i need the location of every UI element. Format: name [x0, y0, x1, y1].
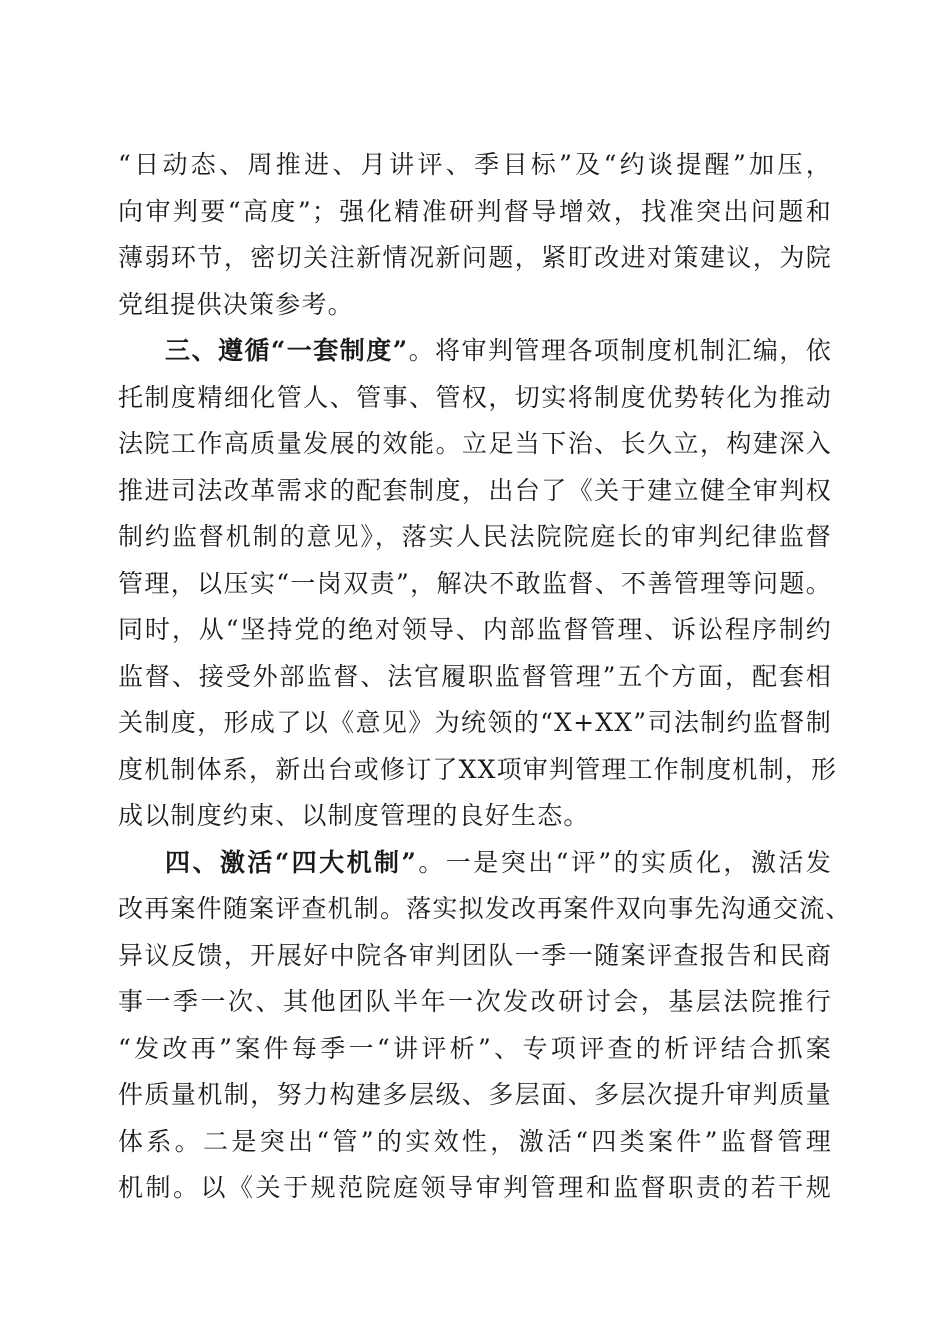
text-line: 推进司法改革需求的配套制度，出台了《关于建立健全审判权 [118, 475, 832, 505]
text-line: 薄弱环节，密切关注新情况新问题，紧盯改进对策建议，为院 [118, 243, 832, 272]
document-body [118, 142, 852, 1212]
section-four-heading: 四、激活“四大机制” [165, 847, 418, 877]
text-line: 同时，从“坚持党的绝对领导、内部监督管理、诉讼程序制约 [118, 615, 832, 644]
text-line: 向审判要“高度”；强化精准研判督导增效，找准突出问题和 [118, 196, 832, 226]
text-line: 托制度精细化管人、管事、管权，切实将制度优势转化为推动 [118, 382, 832, 412]
section-three-heading: 三、遵循“一套制度” [165, 336, 409, 365]
text-line: “日动态、周推进、月讲评、季目标”及“约谈提醒”加压， [118, 150, 832, 179]
text-line: 管理，以压实“一岗双责”，解决不敢监督、不善管理等问题。 [118, 568, 832, 598]
section-four-first-line [118, 840, 832, 887]
section-three-first-line [118, 328, 832, 375]
text-line: 关制度，形成了以《意见》为统领的“X+XX”司法制约监督制 [118, 708, 832, 737]
text-line: 机制。以《关于规范院庭领导审判管理和监督职责的若干规 [118, 1173, 832, 1202]
text-line: 成以制度约束、以制度管理的良好生态。 [118, 801, 590, 830]
text-line: 监督、接受外部监督、法官履职监督管理”五个方面，配套相 [118, 661, 832, 691]
text-line: 事一季一次、其他团队半年一次发改研讨会，基层法院推行 [118, 987, 832, 1016]
text-line: 异议反馈，开展好中院各审判团队一季一随案评查报告和民商 [118, 940, 832, 970]
text-line: 法院工作高质量发展的效能。立足当下治、长久立，构建深入 [118, 429, 832, 458]
section-three-first-line-text: 。将审判管理各项制度机制汇编，依 [408, 336, 832, 365]
section-four-first-line-text: 。一是突出“评”的实质化，激活发 [417, 847, 832, 877]
text-line: 制约监督机制的意见》，落实人民法院院庭长的审判纪律监督 [118, 522, 832, 551]
text-line: 党组提供决策参考。 [118, 289, 354, 319]
text-line: “发改再”案件每季一“讲评析”、专项评查的析评结合抓案 [118, 1033, 832, 1063]
text-line: 体系。二是突出“管”的实效性，激活“四类案件”监督管理 [118, 1126, 832, 1156]
text-line: 改再案件随案评查机制。落实拟发改再案件双向事先沟通交流、 [118, 894, 852, 923]
text-line: 度机制体系，新出台或修订了XX项审判管理工作制度机制，形 [118, 754, 838, 784]
text-line: 件质量机制，努力构建多层级、多层面、多层次提升审判质量 [118, 1080, 832, 1109]
